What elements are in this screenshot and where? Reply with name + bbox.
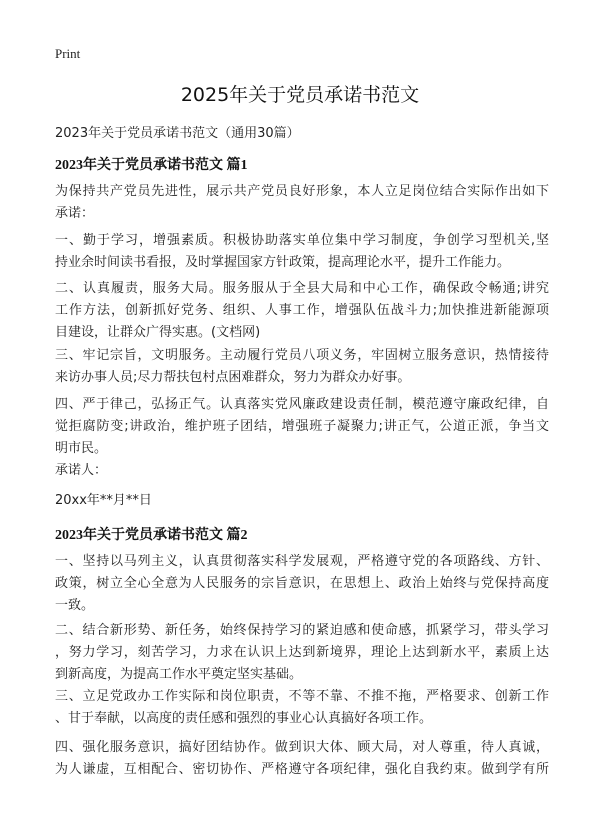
paragraph: 一、勤于学习，增强素质。积极协助落实单位集中学习制度，争创学习型机关,坚 持业余时间读书看报，及时掌握国家方针政策，提高理论水平，提升工作能力。 xyxy=(55,233,549,270)
document-subtitle: 2023年关于党员承诺书范文（通用30篇） xyxy=(55,126,300,141)
paragraph: 四、强化服务意识，搞好团结协作。做到识大体、顾大局，对人尊重，待人真诚， 为人谦虚，互相配合、密切协作、严格遵守各项纪律，强化自我约束。做到学有所 xyxy=(55,740,549,777)
section-heading-2: 2023年关于党员承诺书范文 篇2 xyxy=(55,528,248,543)
signature-label: 承诺人： xyxy=(55,463,108,478)
paragraph: 一、坚持以马列主义，认真贯彻落实科学发展观，严格遵守党的各项路线、方针、 政策，树立全心全意为人民服务的宗旨意识，在思想上、政治上始终与党保持高度 一致。 xyxy=(55,554,549,613)
section-heading-1: 2023年关于党员承诺书范文 篇1 xyxy=(55,158,248,173)
paragraph: 四、严于律己，弘扬正气。认真落实党风廉政建设责任制，模范遵守廉政纪律，自 觉拒腐防变;讲政治，维护班子团结，增强班子凝聚力;讲正气，公道正派，争当文 明市民。 xyxy=(55,397,549,456)
date-line: 20xx年**月**日 xyxy=(55,493,152,508)
paragraph: 三、牢记宗旨，文明服务。主动履行党员八项义务，牢固树立服务意识，热情接待 来访办事人员;尽力帮扶包村点困难群众，努力为群众办好事。 xyxy=(55,348,549,385)
paragraph: 为保持共产党员先进性，展示共产党员良好形象，本人立足岗位结合实际作出如下 承诺： xyxy=(55,184,549,221)
page-title: 2025年关于党员承诺书范文 xyxy=(180,84,420,106)
paragraph: 二、认真履责，服务大局。服务服从于全县大局和中心工作，确保政令畅通;讲究 工作方法，创新抓好党务、组织、人事工作，增强队伍战斗力;加快推进新能源项 目建设，让群众广得实惠。(文档网) xyxy=(55,281,549,340)
paragraph: 二、结合新形势、新任务，始终保持学习的紧迫感和使命感，抓紧学习，带头学习 ，努力学习，刻苦学习，力求在认识上达到新境界，理论上达到新水平，素质上达 到新高度，为提高工作水平奠定坚实基础。 xyxy=(55,623,549,682)
print-link[interactable]: Print xyxy=(55,46,81,61)
paragraph: 三、立足党政办工作实际和岗位职责，不等不靠、不推不拖，严格要求、创新工作 、甘于奉献，以高度的责任感和强烈的事业心认真搞好各项工作。 xyxy=(55,689,549,726)
